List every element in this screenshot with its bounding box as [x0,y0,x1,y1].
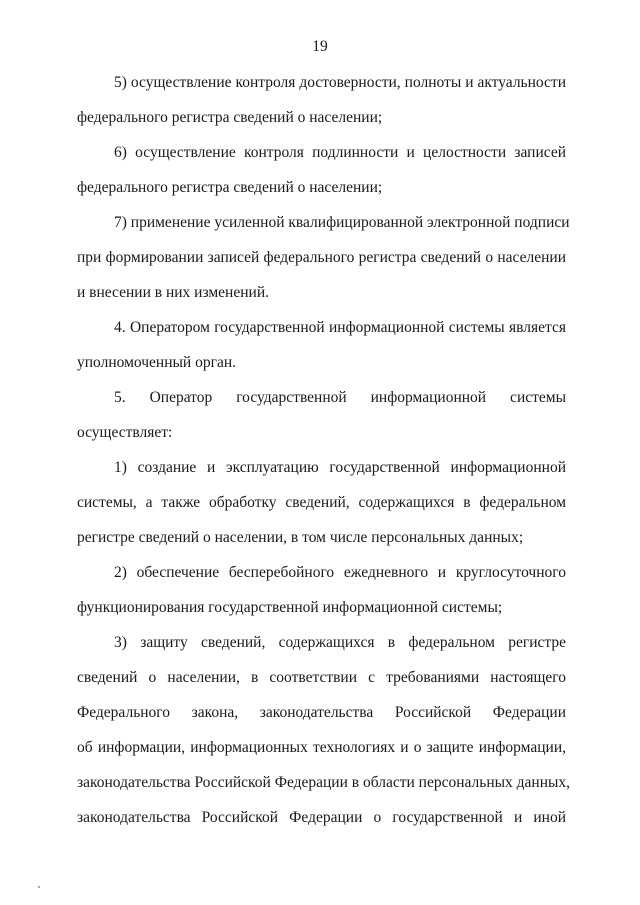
text-line: Федерального закона, законодательства Российской Федерации [77,704,566,721]
page-number: 19 [312,38,328,55]
text-line: об информации, информационных технологиях и о защите информации, [77,739,566,756]
text-line: законодательства Российской Федерации в области персональных данных, [77,774,571,791]
text-line: осуществляет: [77,424,173,441]
text-line: функционирования государственной информационной системы; [77,599,503,616]
text-line: регистре сведений о населении, в том числе персональных данных; [77,529,524,546]
text-line: 7) применение усиленной квалифицированной электронной подписи [114,214,570,231]
scan-speck [38,886,40,888]
text-line: 3) защиту сведений, содержащихся в федеральном регистре [114,634,566,651]
text-line: федерального регистра сведений о населении; [77,179,383,196]
text-line: 6) осуществление контроля подлинности и целостности записей [114,144,566,161]
text-line: законодательства Российской Федерации о государственной и иной [77,809,566,826]
text-line: уполномоченный орган. [77,354,236,371]
text-line: и внесении в них изменений. [77,284,269,301]
text-line: сведений о населении, в соответствии с требованиями настоящего [77,669,566,686]
text-line: федерального регистра сведений о населении; [77,109,383,126]
text-line: при формировании записей федерального регистра сведений о населении [77,249,566,266]
text-line: системы, а также обработку сведений, содержащихся в федеральном [77,494,566,511]
text-line: 2) обеспечение бесперебойного ежедневного и круглосуточного [114,564,566,581]
text-line: 5. Оператор государственной информационной системы [114,389,566,406]
text-line: 4. Оператором государственной информационной системы является [114,319,566,336]
text-line: 1) создание и эксплуатацию государственной информационной [114,459,566,476]
text-line: 5) осуществление контроля достоверности, полноты и актуальности [114,74,566,91]
